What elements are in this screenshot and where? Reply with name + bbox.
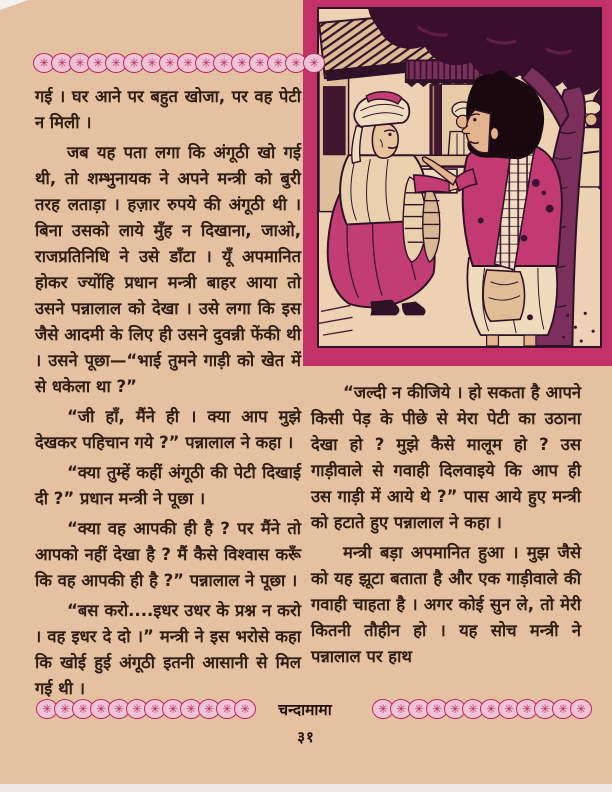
flower-ornament-icon: ✳ xyxy=(234,699,256,719)
scan-edge-bottom xyxy=(0,784,612,792)
story-paragraph: “बस करो....इधर उधर के प्रश्न न करो । वह इधर दे दो ।” मन्त्री ने इस भरोसे कहा कि खोई हुई अंगूठी इतनी आसानी से मिल गई थी । xyxy=(35,601,301,698)
flower-ornament-icon: ✳ xyxy=(108,699,130,719)
flower-ornament-icon: ✳ xyxy=(162,699,184,719)
flower-ornament-icon: ✳ xyxy=(180,699,202,719)
flower-ornament-icon: ✳ xyxy=(285,53,307,73)
flower-ornament-icon: ✳ xyxy=(267,53,289,73)
story-illustration-frame xyxy=(303,0,612,366)
flower-ornament-icon: ✳ xyxy=(552,699,574,719)
page-number: ३१ xyxy=(297,728,315,746)
flower-ornament-icon: ✳ xyxy=(570,699,592,719)
flower-ornament-icon: ✳ xyxy=(36,699,58,719)
flower-ornament-icon: ✳ xyxy=(144,699,166,719)
flower-ornament-icon: ✳ xyxy=(213,53,235,73)
flower-ornament-icon: ✳ xyxy=(408,699,430,719)
story-paragraph: मन्त्री बड़ा अपमानित हुआ । मुझ जैसे को यह झूटा बताता है और एक गाड़ीवाले की गवाही चाहता है । अगर कोई सुन ले, तो मेरी कितनी तौहीन हो । यह सोच मन्त्री ने पन्नालाल पर हाथ xyxy=(311,543,581,666)
story-paragraph: गई । घर आने पर बहुत खोजा, पर वह पेटी न मिली । xyxy=(35,87,301,132)
left-text-column xyxy=(35,84,301,706)
flower-ornament-icon: ✳ xyxy=(498,699,520,719)
flower-ornament-icon: ✳ xyxy=(90,699,112,719)
story-paragraph: “जल्दी न कीजिये । हो सकता है आपने किसी पेड़ के पीछे से मेरा पेटी का उठाना देखा हो ? मुझे कैसे मालूम हो ? उस गाड़ीवाले से गवाही दिलवाइये कि आप ही उस गाड़ी में आये थे ?” पास आये हुए मन्त्री को हटाते हुए पन्नालाल ने कहा । xyxy=(311,383,581,532)
ornament-bottom-right xyxy=(372,698,592,720)
story-paragraph: “जी हाँ, मैंने ही । क्या आप मुझे देखकर पहिचान गये ?” पन्नालाल ने कहा । xyxy=(35,407,301,452)
flower-ornament-icon: ✳ xyxy=(516,699,538,719)
flower-ornament-icon: ✳ xyxy=(303,53,325,73)
illustration-drawing xyxy=(319,9,600,346)
magazine-title: चन्दामामा xyxy=(278,701,332,719)
flower-ornament-icon: ✳ xyxy=(159,53,181,73)
flower-ornament-icon: ✳ xyxy=(198,699,220,719)
flower-ornament-icon: ✳ xyxy=(390,699,412,719)
flower-ornament-icon: ✳ xyxy=(72,699,94,719)
scan-edge-corner xyxy=(0,0,28,10)
flower-ornament-icon: ✳ xyxy=(105,53,127,73)
flower-ornament-icon: ✳ xyxy=(126,699,148,719)
story-illustration xyxy=(317,7,602,348)
flower-ornament-icon: ✳ xyxy=(426,699,448,719)
flower-ornament-icon: ✳ xyxy=(123,53,145,73)
flower-ornament-icon: ✳ xyxy=(462,699,484,719)
flower-ornament-icon: ✳ xyxy=(480,699,502,719)
flower-ornament-icon: ✳ xyxy=(33,53,55,73)
flower-ornament-icon: ✳ xyxy=(216,699,238,719)
flower-ornament-icon: ✳ xyxy=(51,53,73,73)
ornament-top-border xyxy=(33,52,325,74)
story-paragraph: “क्या वह आपकी ही है ? पर मैंने तो आपको नहीं देखा है ? मैं कैसे विश्वास करूँ कि वह आपकी ही है ?” पन्नालाल ने पूछा । xyxy=(35,519,301,590)
flower-ornament-icon: ✳ xyxy=(87,53,109,73)
flower-ornament-icon: ✳ xyxy=(444,699,466,719)
flower-ornament-icon: ✳ xyxy=(249,53,271,73)
right-text-column xyxy=(311,380,581,674)
flower-ornament-icon: ✳ xyxy=(69,53,91,73)
story-paragraph: “क्या तुम्हें कहीं अंगूठी की पेटी दिखाई दी ?” प्रधान मन्त्री ने पूछा । xyxy=(35,463,301,508)
flower-ornament-icon: ✳ xyxy=(54,699,76,719)
flower-ornament-icon: ✳ xyxy=(177,53,199,73)
flower-ornament-icon: ✳ xyxy=(534,699,556,719)
story-paragraph: जब यह पता लगा कि अंगूठी खो गई थी, तो शम्भुनायक ने अपने मन्त्री को बुरी तरह लताड़ा । हज़ार रुपये की अंगूठी थी । बिना उसको लाये मुँह न दिखाना, जाओ, राजप्रतिनिधि ने उसे डाँटा । यूँ अपमानित होकर ज्योंहि प्रधान मन्त्री बाहर आया तो उसने पन्नालाल को देखा । उसे लगा कि इस जैसे आदमी के लिए ही उसने दुवन्नी फेंकी थी । उसने पूछा—“भाई तुमने गाड़ी को खेत में से धकेला था ?” xyxy=(35,143,301,396)
flower-ornament-icon: ✳ xyxy=(141,53,163,73)
ornament-bottom-left xyxy=(36,698,256,720)
flower-ornament-icon: ✳ xyxy=(195,53,217,73)
flower-ornament-icon: ✳ xyxy=(372,699,394,719)
flower-ornament-icon: ✳ xyxy=(231,53,253,73)
